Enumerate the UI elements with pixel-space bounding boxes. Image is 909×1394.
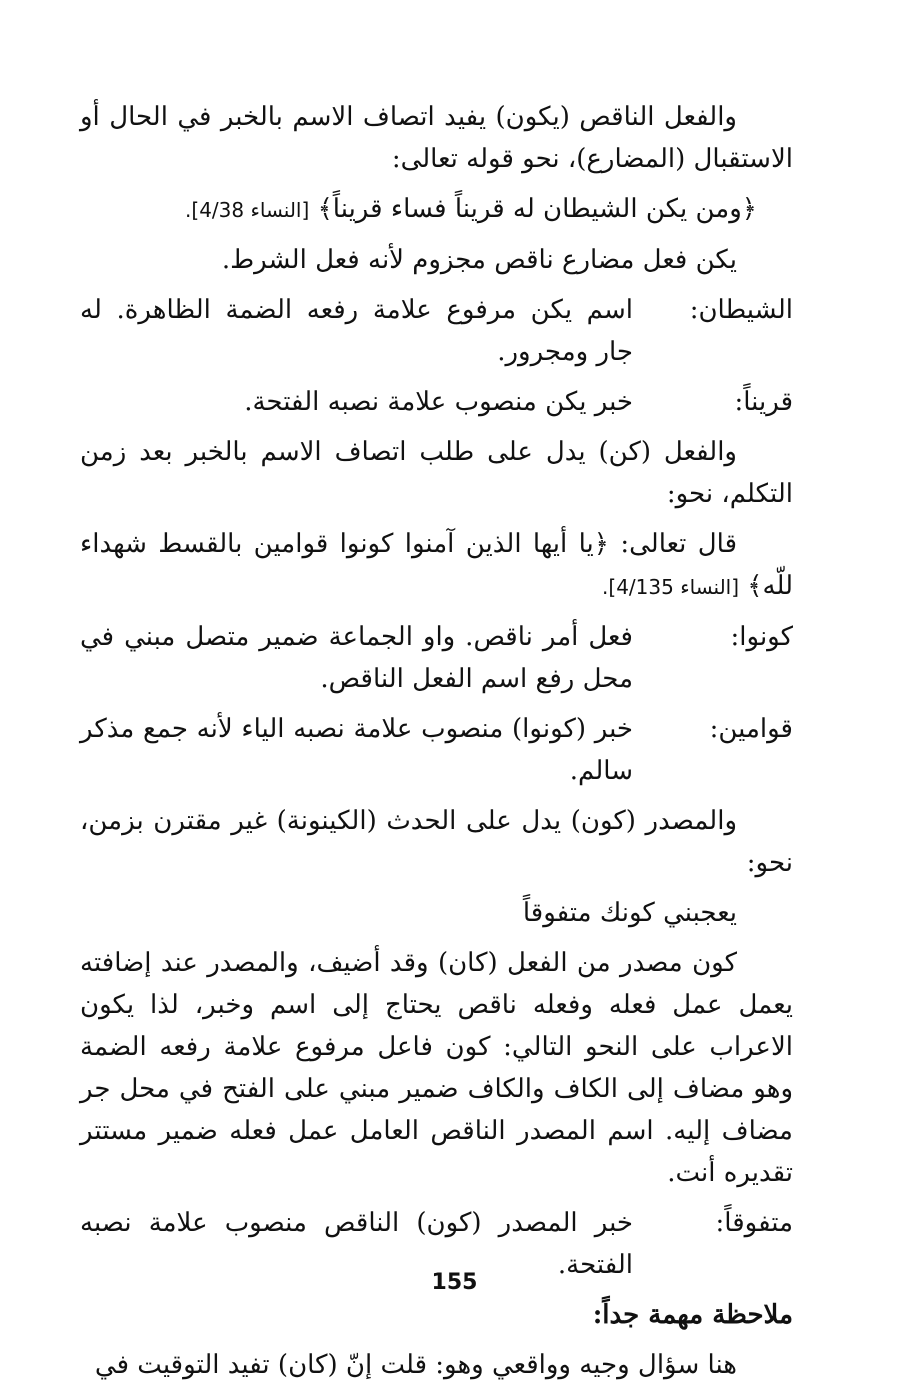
entry-definition: خبر يكن منصوب علامة نصبه الفتحة. — [244, 387, 633, 417]
quote-citation: [النساء 4/38]. — [185, 198, 310, 222]
quote-citation: [النساء 4/135]. — [602, 575, 740, 599]
paragraph-kun: والفعل (كن) يدل على طلب اتصاف الاسم بالخبر بعد زمن التكلم، نحو: — [80, 437, 793, 509]
note-heading: ملاحظة مهمة جداً: — [592, 1300, 793, 1330]
quote-text: قال تعالى: ﴿يا أيها الذين آمنوا كونوا قوامين بالقسط شهداء للّه﴾ — [80, 529, 793, 601]
example-sentence: يعجبني كونك متفوقاً — [522, 898, 737, 928]
entry-definition: فعل أمر ناقص. واو الجماعة ضمير متصل مبني في محل رفع اسم الفعل الناقص. — [80, 622, 633, 694]
entry-qawwamin — [80, 708, 793, 792]
quote-text: ﴿ومن يكن الشيطان له قريناً فساء قريناً﴾ — [317, 194, 757, 224]
entry-definition: خبر المصدر (كون) الناقص منصوب علامة نصبه الفتحة. — [80, 1208, 633, 1280]
entry-kunu — [80, 616, 793, 700]
entry-shaytan — [80, 289, 793, 373]
paragraph-yakun: والفعل الناقص (يكون) يفيد اتصاف الاسم بالخبر في الحال أو الاستقبال (المضارع)، نحو قوله تعالى: — [80, 102, 793, 174]
entry-term: متفوقاً: — [715, 1208, 793, 1238]
paragraph-yakun-analysis: يكن فعل مضارع ناقص مجزوم لأنه فعل الشرط. — [221, 245, 737, 275]
page-number: 155 — [431, 1270, 478, 1295]
paragraph-question: هنا سؤال وجيه وواقعي وهو: قلت إنّ (كان) تفيد التوقيت في — [94, 1350, 737, 1380]
paragraph-kawn: والمصدر (كون) يدل على الحدث (الكينونة) غير مقترن بزمن، نحو: — [80, 806, 793, 878]
entry-definition: خبر (كونوا) منصوب علامة نصبه الياء لأنه جمع مذكر سالم. — [80, 714, 633, 786]
page-body — [80, 96, 793, 1394]
entry-term: قوامين: — [709, 714, 793, 744]
entry-definition: اسم يكن مرفوع علامة رفعه الضمة الظاهرة. له جار ومجرور. — [80, 295, 633, 367]
entry-term: قريناً: — [734, 387, 793, 417]
entry-qarinan — [80, 381, 793, 423]
quran-quote-nisa-38 — [80, 188, 793, 231]
entry-term: الشيطان: — [689, 295, 793, 325]
paragraph-kawn-analysis: كون مصدر من الفعل (كان) وقد أضيف، والمصدر عند إضافته يعمل عمل فعله وفعله ناقص يحتاج إلى اسم وخبر، لذا يكون الاعراب على النحو التالي: كون فاعل مرفوع علامة رفعه الضمة وهو مضاف إلى الكاف والكاف ضمير مبني على الفتح في محل جر مضاف إليه. اسم المصدر الناقص العامل عمل فعله ضمير مستتر تقديره أنت. — [80, 948, 793, 1188]
entry-term: كونوا: — [730, 622, 793, 652]
quran-quote-nisa-135 — [80, 523, 793, 608]
